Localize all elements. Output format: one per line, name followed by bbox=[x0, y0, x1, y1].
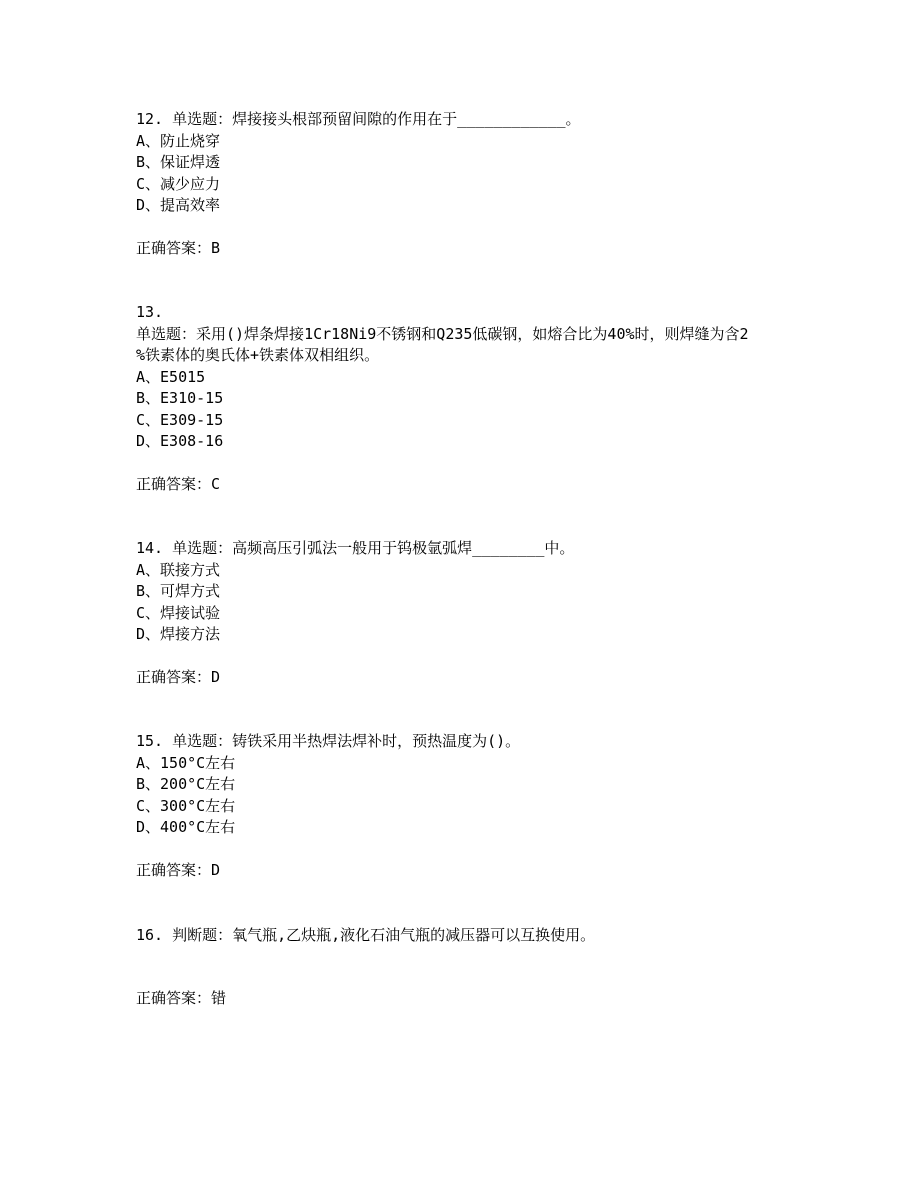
question-stem: 16. 判断题：氧气瓶,乙炔瓶,液化石油气瓶的减压器可以互换使用。 bbox=[136, 926, 596, 944]
option-b: B、200°C左右 bbox=[136, 775, 236, 793]
question-stem-continued: %铁素体的奥氏体+铁素体双相组织。 bbox=[136, 346, 380, 364]
answer: 正确答案：D bbox=[136, 668, 221, 686]
option-a: A、防止烧穿 bbox=[136, 132, 221, 150]
option-d: D、提高效率 bbox=[136, 196, 221, 214]
option-c: C、焊接试验 bbox=[136, 604, 221, 622]
option-a: A、150°C左右 bbox=[136, 754, 236, 772]
option-d: D、焊接方法 bbox=[136, 625, 221, 643]
answer: 正确答案：C bbox=[136, 475, 221, 493]
option-d: D、E308-16 bbox=[136, 432, 224, 450]
question-stem: 15. 单选题：铸铁采用半热焊法焊补时，预热温度为()。 bbox=[136, 732, 521, 750]
question-stem: 12. 单选题：焊接接头根部预留间隙的作用在于____________。 bbox=[136, 110, 581, 128]
option-b: B、可焊方式 bbox=[136, 582, 221, 600]
option-b: B、保证焊透 bbox=[136, 153, 221, 171]
answer: 正确答案：D bbox=[136, 861, 221, 879]
option-c: C、300°C左右 bbox=[136, 797, 236, 815]
question-number: 13. bbox=[136, 303, 164, 321]
option-c: C、减少应力 bbox=[136, 175, 221, 193]
question-stem: 单选题：采用()焊条焊接1Cr18Ni9不锈钢和Q235低碳钢，如熔合比为40%时，则焊缝为含2 bbox=[136, 325, 749, 343]
option-c: C、E309-15 bbox=[136, 411, 224, 429]
option-a: A、联接方式 bbox=[136, 561, 221, 579]
answer: 正确答案：B bbox=[136, 239, 221, 257]
question-stem: 14. 单选题：高频高压引弧法一般用于钨极氩弧焊________中。 bbox=[136, 539, 575, 557]
option-b: B、E310-15 bbox=[136, 389, 224, 407]
option-d: D、400°C左右 bbox=[136, 818, 236, 836]
answer: 正确答案：错 bbox=[136, 989, 227, 1007]
option-a: A、E5015 bbox=[136, 368, 206, 386]
